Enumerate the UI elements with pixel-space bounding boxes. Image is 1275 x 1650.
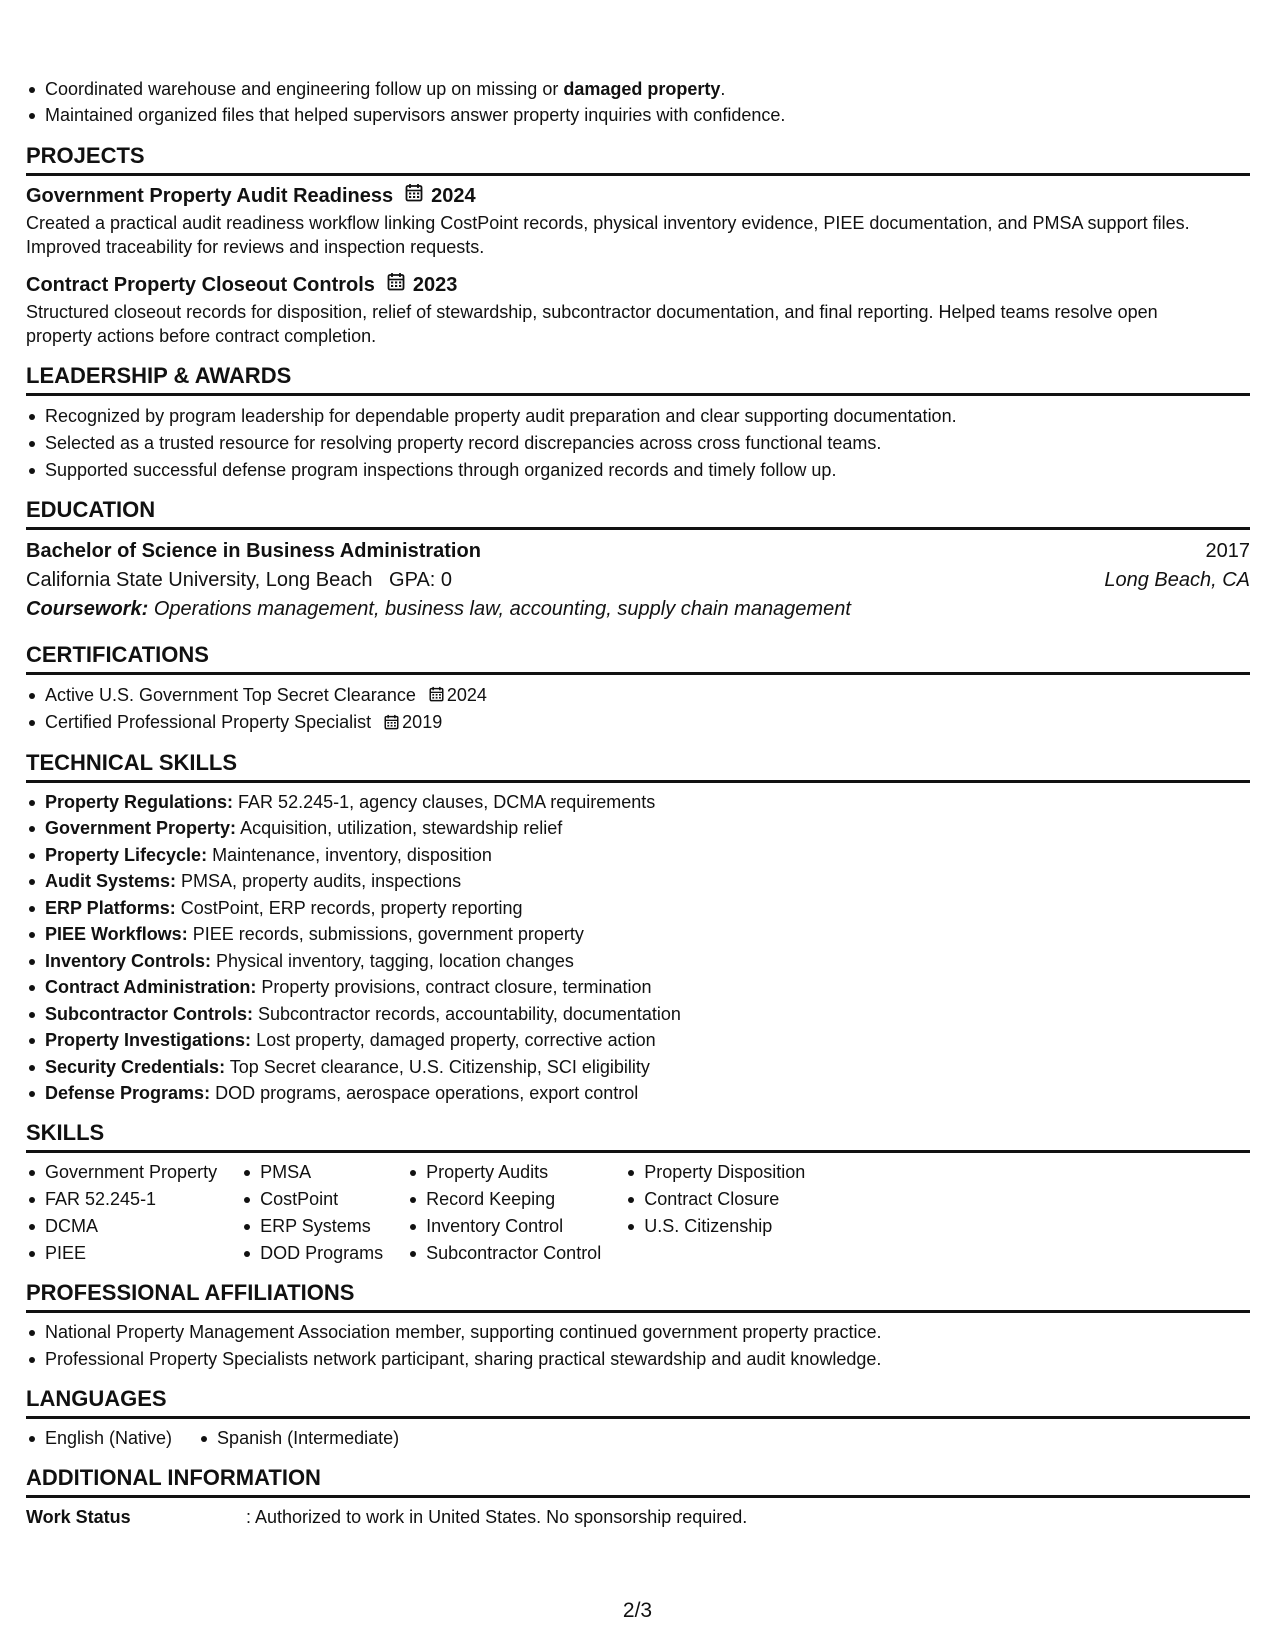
skill-category: Government Property: bbox=[45, 818, 237, 838]
list-item: CostPoint bbox=[241, 1186, 383, 1213]
skill-category: Defense Programs: bbox=[45, 1083, 211, 1103]
skills-column bbox=[26, 1159, 217, 1267]
list-item bbox=[26, 682, 1250, 709]
skill-category: PIEE Workflows: bbox=[45, 924, 188, 944]
project-description bbox=[26, 300, 1250, 348]
skills-columns bbox=[26, 1159, 1250, 1267]
leadership-list bbox=[26, 403, 1250, 484]
skill-category: Property Regulations: bbox=[45, 791, 234, 812]
list-item: National Property Management Association member, supporting continued government property practice. bbox=[26, 1319, 1250, 1346]
project-year: 2024 bbox=[431, 185, 476, 207]
list-item: English (Native) bbox=[26, 1425, 172, 1452]
calendar-icon bbox=[429, 683, 444, 709]
education-gpa: GPA: 0 bbox=[389, 569, 453, 591]
languages-list bbox=[26, 1425, 1250, 1452]
list-item bbox=[26, 842, 1250, 869]
section-heading-additional: ADDITIONAL INFORMATION bbox=[26, 1464, 1250, 1498]
education-school-group bbox=[26, 566, 452, 595]
certification-year: 2019 bbox=[402, 712, 443, 733]
skill-details: Property provisions, contract closure, termination bbox=[261, 977, 652, 997]
skill-category: Inventory Controls: bbox=[45, 950, 212, 971]
bullet-text: Coordinated warehouse and engineering follow up on missing or bbox=[45, 79, 564, 99]
list-item bbox=[26, 76, 1250, 102]
list-item: PIEE bbox=[26, 1240, 217, 1267]
project-description-line: property actions before contract completion. bbox=[26, 326, 377, 346]
list-item: DCMA bbox=[26, 1213, 217, 1240]
experience-continuation-list bbox=[26, 76, 1250, 128]
list-item: Property Disposition bbox=[625, 1159, 805, 1186]
skill-details: DOD programs, aerospace operations, export control bbox=[215, 1083, 639, 1103]
certification-year: 2024 bbox=[446, 685, 487, 705]
certifications-list bbox=[26, 682, 1250, 737]
list-item bbox=[26, 789, 1250, 816]
project-title-row bbox=[26, 182, 1250, 210]
skill-details: Top Secret clearance, U.S. Citizenship, SCI eligibility bbox=[229, 1056, 650, 1077]
education-year: 2017 bbox=[1205, 540, 1250, 562]
skill-category: Subcontractor Controls: bbox=[45, 1003, 254, 1024]
project-year: 2023 bbox=[412, 274, 458, 296]
skills-column bbox=[241, 1159, 383, 1267]
coursework-label: Coursework: bbox=[26, 598, 149, 620]
education-coursework bbox=[26, 595, 1250, 624]
list-item: Supported successful defense program inspections through organized records and timely follow up. bbox=[26, 457, 1250, 484]
certification-name: Certified Professional Property Specialist bbox=[45, 712, 372, 733]
work-status-label: Work Status bbox=[26, 1506, 131, 1527]
skill-category: Audit Systems: bbox=[45, 871, 177, 891]
coursework-text: Operations management, business law, accounting, supply chain management bbox=[153, 598, 851, 620]
skill-details: PIEE records, submissions, government property bbox=[192, 924, 584, 944]
section-heading-education: EDUCATION bbox=[26, 496, 1250, 530]
calendar-icon bbox=[387, 271, 405, 299]
resume-page bbox=[26, 76, 1250, 1531]
work-status-value: : Authorized to work in United States. No sponsorship required. bbox=[246, 1506, 748, 1527]
list-item: Record Keeping bbox=[407, 1186, 601, 1213]
skills-column bbox=[407, 1159, 601, 1267]
list-item: Spanish (Intermediate) bbox=[198, 1425, 399, 1452]
skill-details: FAR 52.245-1, agency clauses, DCMA requirements bbox=[238, 791, 656, 812]
skill-category: Property Investigations: bbox=[45, 1030, 252, 1050]
section-heading-projects: PROJECTS bbox=[26, 142, 1250, 176]
skill-category: Property Lifecycle: bbox=[45, 844, 208, 865]
skill-category: Security Credentials: bbox=[45, 1056, 226, 1077]
list-item bbox=[26, 1027, 1250, 1054]
list-item: Inventory Control bbox=[407, 1213, 601, 1240]
education-degree: Bachelor of Science in Business Administration bbox=[26, 540, 481, 562]
skill-category: Contract Administration: bbox=[45, 977, 257, 997]
bullet-emphasis: damaged property bbox=[563, 79, 721, 99]
work-status-row bbox=[26, 1504, 1250, 1531]
skill-details: Lost property, damaged property, corrective action bbox=[256, 1030, 656, 1050]
project-title-row bbox=[26, 271, 1250, 299]
project-item bbox=[26, 182, 1250, 259]
list-item bbox=[26, 102, 1250, 128]
list-item bbox=[26, 1001, 1250, 1028]
skill-details: PMSA, property audits, inspections bbox=[181, 871, 462, 891]
page-number: 2/3 bbox=[622, 1599, 653, 1622]
list-item bbox=[26, 1080, 1250, 1107]
list-item bbox=[26, 815, 1250, 842]
section-heading-languages: LANGUAGES bbox=[26, 1385, 1250, 1419]
project-item bbox=[26, 271, 1250, 348]
list-item: ERP Systems bbox=[241, 1213, 383, 1240]
skills-column bbox=[625, 1159, 805, 1267]
list-item: U.S. Citizenship bbox=[625, 1213, 805, 1240]
list-item: PMSA bbox=[241, 1159, 383, 1186]
list-item: Property Audits bbox=[407, 1159, 601, 1186]
project-title: Government Property Audit Readiness bbox=[26, 185, 394, 207]
list-item bbox=[26, 1054, 1250, 1081]
list-item bbox=[26, 895, 1250, 922]
list-item: Recognized by program leadership for dependable property audit preparation and clear supporting documentation. bbox=[26, 403, 1250, 430]
calendar-icon bbox=[405, 182, 423, 210]
section-heading-leadership: LEADERSHIP & AWARDS bbox=[26, 362, 1250, 396]
section-heading-affiliations: PROFESSIONAL AFFILIATIONS bbox=[26, 1279, 1250, 1313]
project-title: Contract Property Closeout Controls bbox=[26, 274, 375, 296]
skill-details: Physical inventory, tagging, location changes bbox=[216, 950, 574, 971]
bullet-text-end: . bbox=[720, 79, 726, 99]
skill-details: Subcontractor records, accountability, documentation bbox=[258, 1003, 681, 1024]
list-item bbox=[26, 709, 1250, 736]
list-item: Selected as a trusted resource for resolving property record discrepancies across cross functional teams. bbox=[26, 430, 1250, 457]
affiliations-list bbox=[26, 1319, 1250, 1373]
education-school-row bbox=[26, 566, 1250, 595]
certification-name: Active U.S. Government Top Secret Clearance bbox=[45, 685, 416, 705]
list-item bbox=[26, 948, 1250, 975]
list-item: Professional Property Specialists network participant, sharing practical stewardship and audit knowledge. bbox=[26, 1346, 1250, 1373]
list-item: Contract Closure bbox=[625, 1186, 805, 1213]
skill-details: CostPoint, ERP records, property reporting bbox=[180, 897, 523, 918]
list-item: Government Property bbox=[26, 1159, 217, 1186]
list-item bbox=[26, 921, 1250, 948]
project-description-line: Structured closeout records for disposition, relief of stewardship, subcontractor documentation, and final reporting. Helped teams resolve open bbox=[26, 302, 1158, 322]
education-school: California State University, Long Beach bbox=[26, 569, 373, 591]
education-entry bbox=[26, 537, 1250, 624]
section-heading-skills: SKILLS bbox=[26, 1119, 1250, 1153]
skill-details: Maintenance, inventory, disposition bbox=[212, 844, 492, 865]
technical-skills-list bbox=[26, 789, 1250, 1107]
project-description-line: Improved traceability for reviews and inspection requests. bbox=[26, 237, 485, 257]
section-heading-technical-skills: TECHNICAL SKILLS bbox=[26, 749, 1250, 783]
skill-details: Acquisition, utilization, stewardship relief bbox=[240, 818, 563, 838]
section-heading-certifications: CERTIFICATIONS bbox=[26, 641, 1250, 675]
bullet-text: Maintained organized files that helped supervisors answer property inquiries with confidence. bbox=[45, 105, 786, 125]
education-degree-row bbox=[26, 537, 1250, 566]
list-item: Subcontractor Control bbox=[407, 1240, 601, 1267]
list-item bbox=[26, 974, 1250, 1001]
project-description-line: Created a practical audit readiness workflow linking CostPoint records, physical inventory evidence, PIEE documentation, and PMSA support files. bbox=[26, 213, 1190, 233]
list-item bbox=[26, 868, 1250, 895]
skill-category: ERP Platforms: bbox=[45, 897, 176, 918]
project-description bbox=[26, 211, 1250, 259]
education-location: Long Beach, CA bbox=[1104, 569, 1250, 591]
list-item: FAR 52.245-1 bbox=[26, 1186, 217, 1213]
list-item: DOD Programs bbox=[241, 1240, 383, 1267]
calendar-icon bbox=[384, 711, 399, 737]
